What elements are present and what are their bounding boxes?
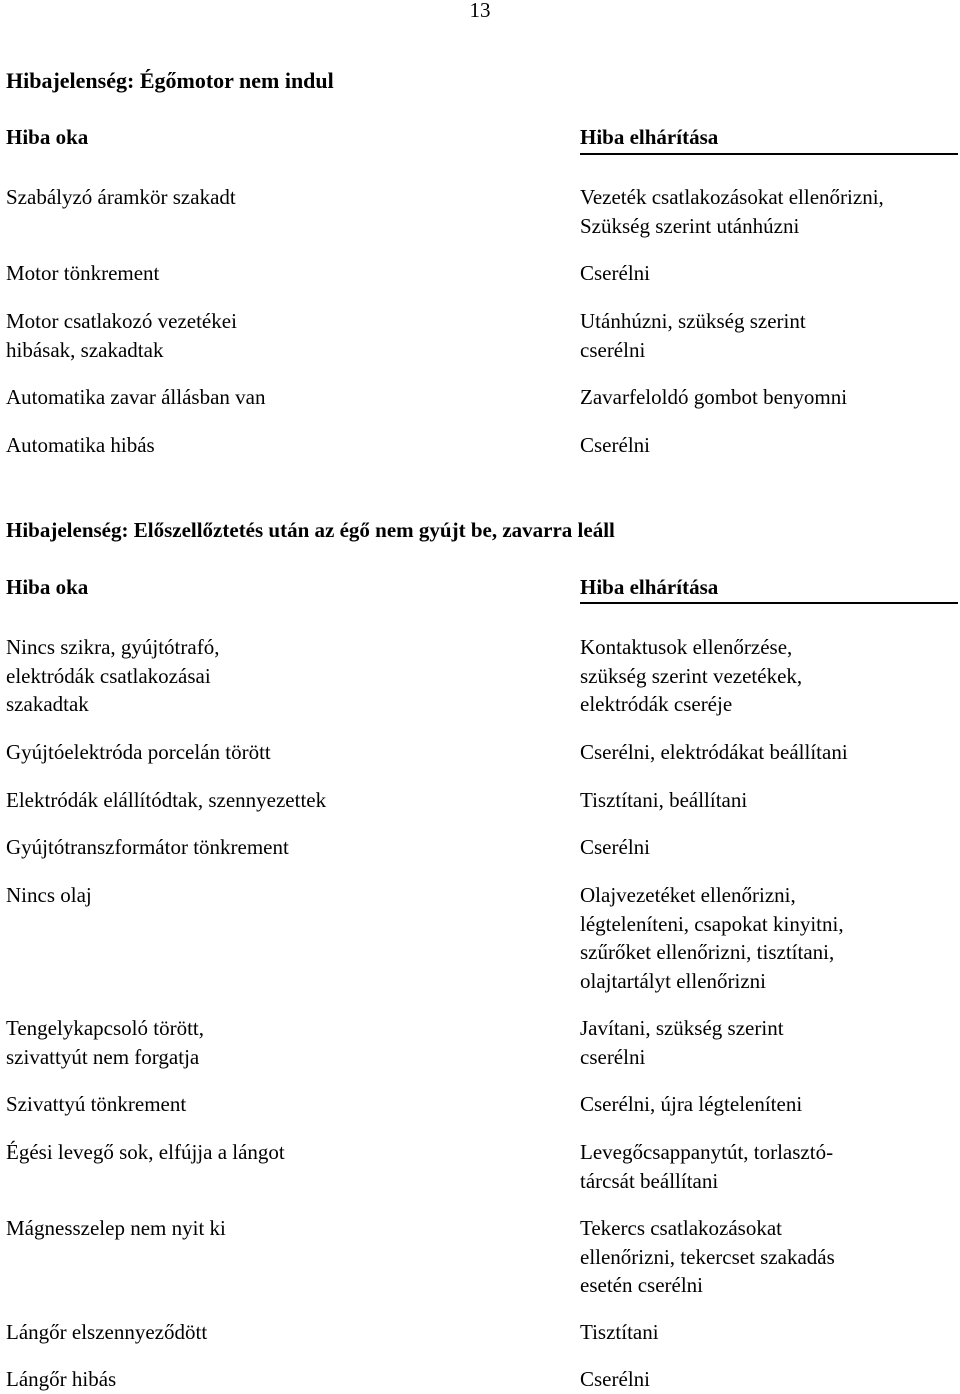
section-2-fix: Kontaktusok ellenőrzése, szükség szerint vezetékek, elektródák cseréje xyxy=(580,635,803,716)
section-2-fix: Javítani, szükség szerint cserélni xyxy=(580,1016,784,1069)
section-2-fix-header: Hiba elhárítása xyxy=(580,575,719,599)
section-2-cause: Égési levegő sok, elfújja a lángot xyxy=(6,1140,285,1164)
section-2-fix: Tisztítani xyxy=(580,1320,659,1344)
section-1-title: Hibajelenség: Égőmotor nem indul xyxy=(6,68,334,93)
section-2-cause: Elektródák elállítódtak, szennyezettek xyxy=(6,788,327,812)
section-1-cause-header: Hiba oka xyxy=(6,125,89,149)
page-number: 13 xyxy=(469,0,491,22)
section-2-fix: Cserélni xyxy=(580,1367,650,1391)
section-2-cause: Tengelykapcsoló törött, szivattyút nem forgatja xyxy=(6,1016,204,1069)
section-1-fix: Cserélni xyxy=(580,261,650,285)
section-2-header-rule xyxy=(580,602,958,604)
section-1-fix-header: Hiba elhárítása xyxy=(580,125,719,149)
section-1-fix: Utánhúzni, szükség szerint cserélni xyxy=(580,309,806,362)
section-2-cause: Nincs szikra, gyújtótrafó, elektródák csatlakozásai szakadtak xyxy=(6,635,220,716)
section-2-cause: Nincs olaj xyxy=(6,883,92,907)
section-2-fix: Tisztítani, beállítani xyxy=(580,788,748,812)
section-1-cause: Motor tönkrement xyxy=(6,261,160,285)
section-2-cause: Lángőr hibás xyxy=(6,1367,117,1391)
section-2-cause-header: Hiba oka xyxy=(6,575,89,599)
section-1-fix: Vezeték csatlakozásokat ellenőrizni, Szükség szerint utánhúzni xyxy=(580,185,884,238)
section-2-fix: Olajvezetéket ellenőrizni, légteleníteni, csapokat kinyitni, szűrőket ellenőrizni, tisztítani, olajtartályt ellenőrizni xyxy=(580,883,844,993)
section-2-cause: Lángőr elszennyeződött xyxy=(6,1320,208,1344)
section-2-cause: Gyújtóelektróda porcelán törött xyxy=(6,740,271,764)
section-2-cause: Szivattyú tönkrement xyxy=(6,1092,187,1116)
section-2-cause: Gyújtótranszformátor tönkrement xyxy=(6,835,289,859)
section-1-cause: Szabályzó áramkör szakadt xyxy=(6,185,236,209)
section-1-fix: Zavarfeloldó gombot benyomni xyxy=(580,385,848,409)
section-2-title: Hibajelenség: Előszellőztetés után az égő nem gyújt be, zavarra leáll xyxy=(6,518,615,542)
section-2-fix: Cserélni, újra légteleníteni xyxy=(580,1092,803,1116)
section-1-fix: Cserélni xyxy=(580,433,650,457)
section-1-cause: Automatika hibás xyxy=(6,433,155,457)
section-1-cause: Motor csatlakozó vezetékei hibásak, szakadtak xyxy=(6,309,237,362)
section-1-header-rule xyxy=(580,153,958,155)
section-2-fix: Cserélni, elektródákat beállítani xyxy=(580,740,848,764)
section-1-cause: Automatika zavar állásban van xyxy=(6,385,266,409)
section-2-fix: Tekercs csatlakozásokat ellenőrizni, tekercset szakadás esetén cserélni xyxy=(580,1216,835,1297)
section-2-cause: Mágnesszelep nem nyit ki xyxy=(6,1216,226,1240)
section-2-fix: Levegőcsappanytút, torlasztó- tárcsát beállítani xyxy=(580,1140,834,1193)
section-2-fix: Cserélni xyxy=(580,835,650,859)
